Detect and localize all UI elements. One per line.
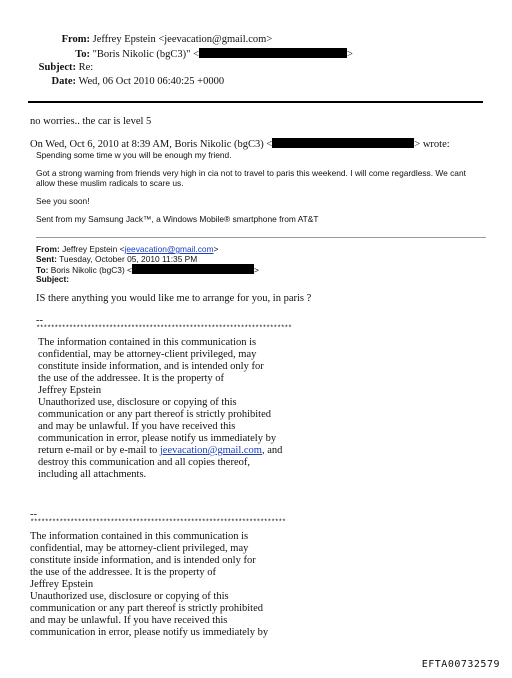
inner-sent-row xyxy=(36,254,197,264)
disclaimer1-line: Unauthorized use, disclosure or copying of this xyxy=(38,397,237,408)
quote-wrote: > wrote: xyxy=(414,139,450,150)
disclaimer1-line: communication in error, please notify us immediately by xyxy=(38,433,277,444)
header-subject-value: Re: xyxy=(78,62,94,73)
disclaimer1-line: The information contained in this communication is xyxy=(38,337,257,348)
inner-to-label: To: xyxy=(36,265,49,275)
boris-line-2b: allow these muslim radicals to scare us. xyxy=(36,178,184,188)
quote-intro: On Wed, Oct 6, 2010 at 8:39 AM, Boris Nikolic (bgC3) < xyxy=(30,139,273,150)
disclaimer1-line: confidential, may be attorney-client privileged, may xyxy=(38,349,257,360)
inner-from-label: From: xyxy=(36,244,60,254)
inner-question: IS there anything you would like me to arrange for you, in paris ? xyxy=(36,293,312,304)
disclaimer2-line: Jeffrey Epstein xyxy=(30,579,94,590)
header-date-row xyxy=(34,76,224,88)
disclaimer2-line: The information contained in this communication is xyxy=(30,531,249,542)
disclaimer1-line: Jeffrey Epstein xyxy=(38,385,102,396)
header-to-label: To: xyxy=(75,49,90,60)
reply-body: no worries.. the car is level 5 xyxy=(30,116,152,127)
disclaimer1-line: destroy this communication and all copies thereof, xyxy=(38,457,250,468)
disclaimer1-line: constitute inside information, and is intended only for xyxy=(38,361,264,372)
header-subject-label: Subject: xyxy=(38,62,76,73)
header-date-value: Wed, 06 Oct 2010 06:40:25 +0000 xyxy=(78,76,225,87)
inner-from-row xyxy=(36,244,218,254)
redaction-block xyxy=(132,264,254,274)
inner-from-email-link[interactable]: jeevacation@gmail.com xyxy=(124,244,214,254)
disclaimer1-return-post: , and xyxy=(261,445,283,456)
inner-subject-label: Subject: xyxy=(36,274,70,284)
disclaimer2-line: communication or any part thereof is strictly prohibited xyxy=(30,603,263,614)
disclaimer1-return-line xyxy=(38,445,282,457)
boris-line-2a: Got a strong warning from friends very high in cia not to travel to paris this weekend. I will come regardless. We cant xyxy=(36,168,466,178)
disclaimer2-line: the use of the addressee. It is the property of xyxy=(30,567,217,578)
disclaimer2-line: communication in error, please notify us immediately by xyxy=(30,627,269,638)
inner-sent-label: Sent: xyxy=(36,254,57,264)
header-date-label: Date: xyxy=(51,76,76,87)
disclaimer1-line: the use of the addressee. It is the property of xyxy=(38,373,225,384)
header-divider xyxy=(28,101,483,103)
boris-line-3: See you soon! xyxy=(36,196,90,206)
boris-line-1: Spending some time w you will be enough my friend. xyxy=(36,150,232,160)
header-to-value: "Boris Nikolic (bgC3)" < xyxy=(92,49,199,60)
disclaimer2-line: and may be unlawful. If you have received this xyxy=(30,615,228,626)
inner-from-end: > xyxy=(213,244,219,254)
inner-to-end: > xyxy=(253,265,259,275)
bates-number: EFTA00732579 xyxy=(421,659,500,670)
disclaimer2-stars: ********************************************************************** xyxy=(30,519,286,527)
disclaimer2-dashes: -- xyxy=(30,509,37,520)
header-from-row xyxy=(34,34,272,46)
disclaimer1-email-link[interactable]: jeevacation@gmail.com xyxy=(159,445,262,456)
disclaimer1-line: communication or any part thereof is strictly prohibited xyxy=(38,409,271,420)
inner-from-name: Jeffrey Epstein < xyxy=(62,244,125,254)
header-from-value: Jeffrey Epstein <jeevacation@gmail.com> xyxy=(92,34,273,45)
boris-signature: Sent from my Samsung Jack™, a Windows Mobile® smartphone from AT&T xyxy=(36,214,319,224)
redaction-block xyxy=(272,138,414,148)
inner-to-value: Boris Nikolic (bgC3) < xyxy=(50,265,132,275)
disclaimer1-return-pre: return e-mail or by e-mail to xyxy=(38,445,160,456)
disclaimer2-line: Unauthorized use, disclosure or copying of this xyxy=(30,591,229,602)
header-to-row xyxy=(34,48,353,61)
disclaimer1-dashes: -- xyxy=(36,315,43,326)
disclaimer1-line: including all attachments. xyxy=(38,469,147,480)
header-from-label: From: xyxy=(61,34,90,45)
inner-to-row xyxy=(36,264,259,275)
disclaimer2-line: constitute inside information, and is intended only for xyxy=(30,555,256,566)
inner-sent-value: Tuesday, October 05, 2010 11:35 PM xyxy=(59,254,198,264)
inner-divider xyxy=(36,237,486,238)
disclaimer1-line: and may be unlawful. If you have received this xyxy=(38,421,236,432)
redaction-block xyxy=(199,48,347,58)
disclaimer1-stars: ********************************************************************** xyxy=(36,325,292,333)
inner-subject-row xyxy=(36,274,69,284)
disclaimer2-line: confidential, may be attorney-client privileged, may xyxy=(30,543,249,554)
header-subject-row xyxy=(34,62,93,74)
header-to-end: > xyxy=(347,49,353,60)
